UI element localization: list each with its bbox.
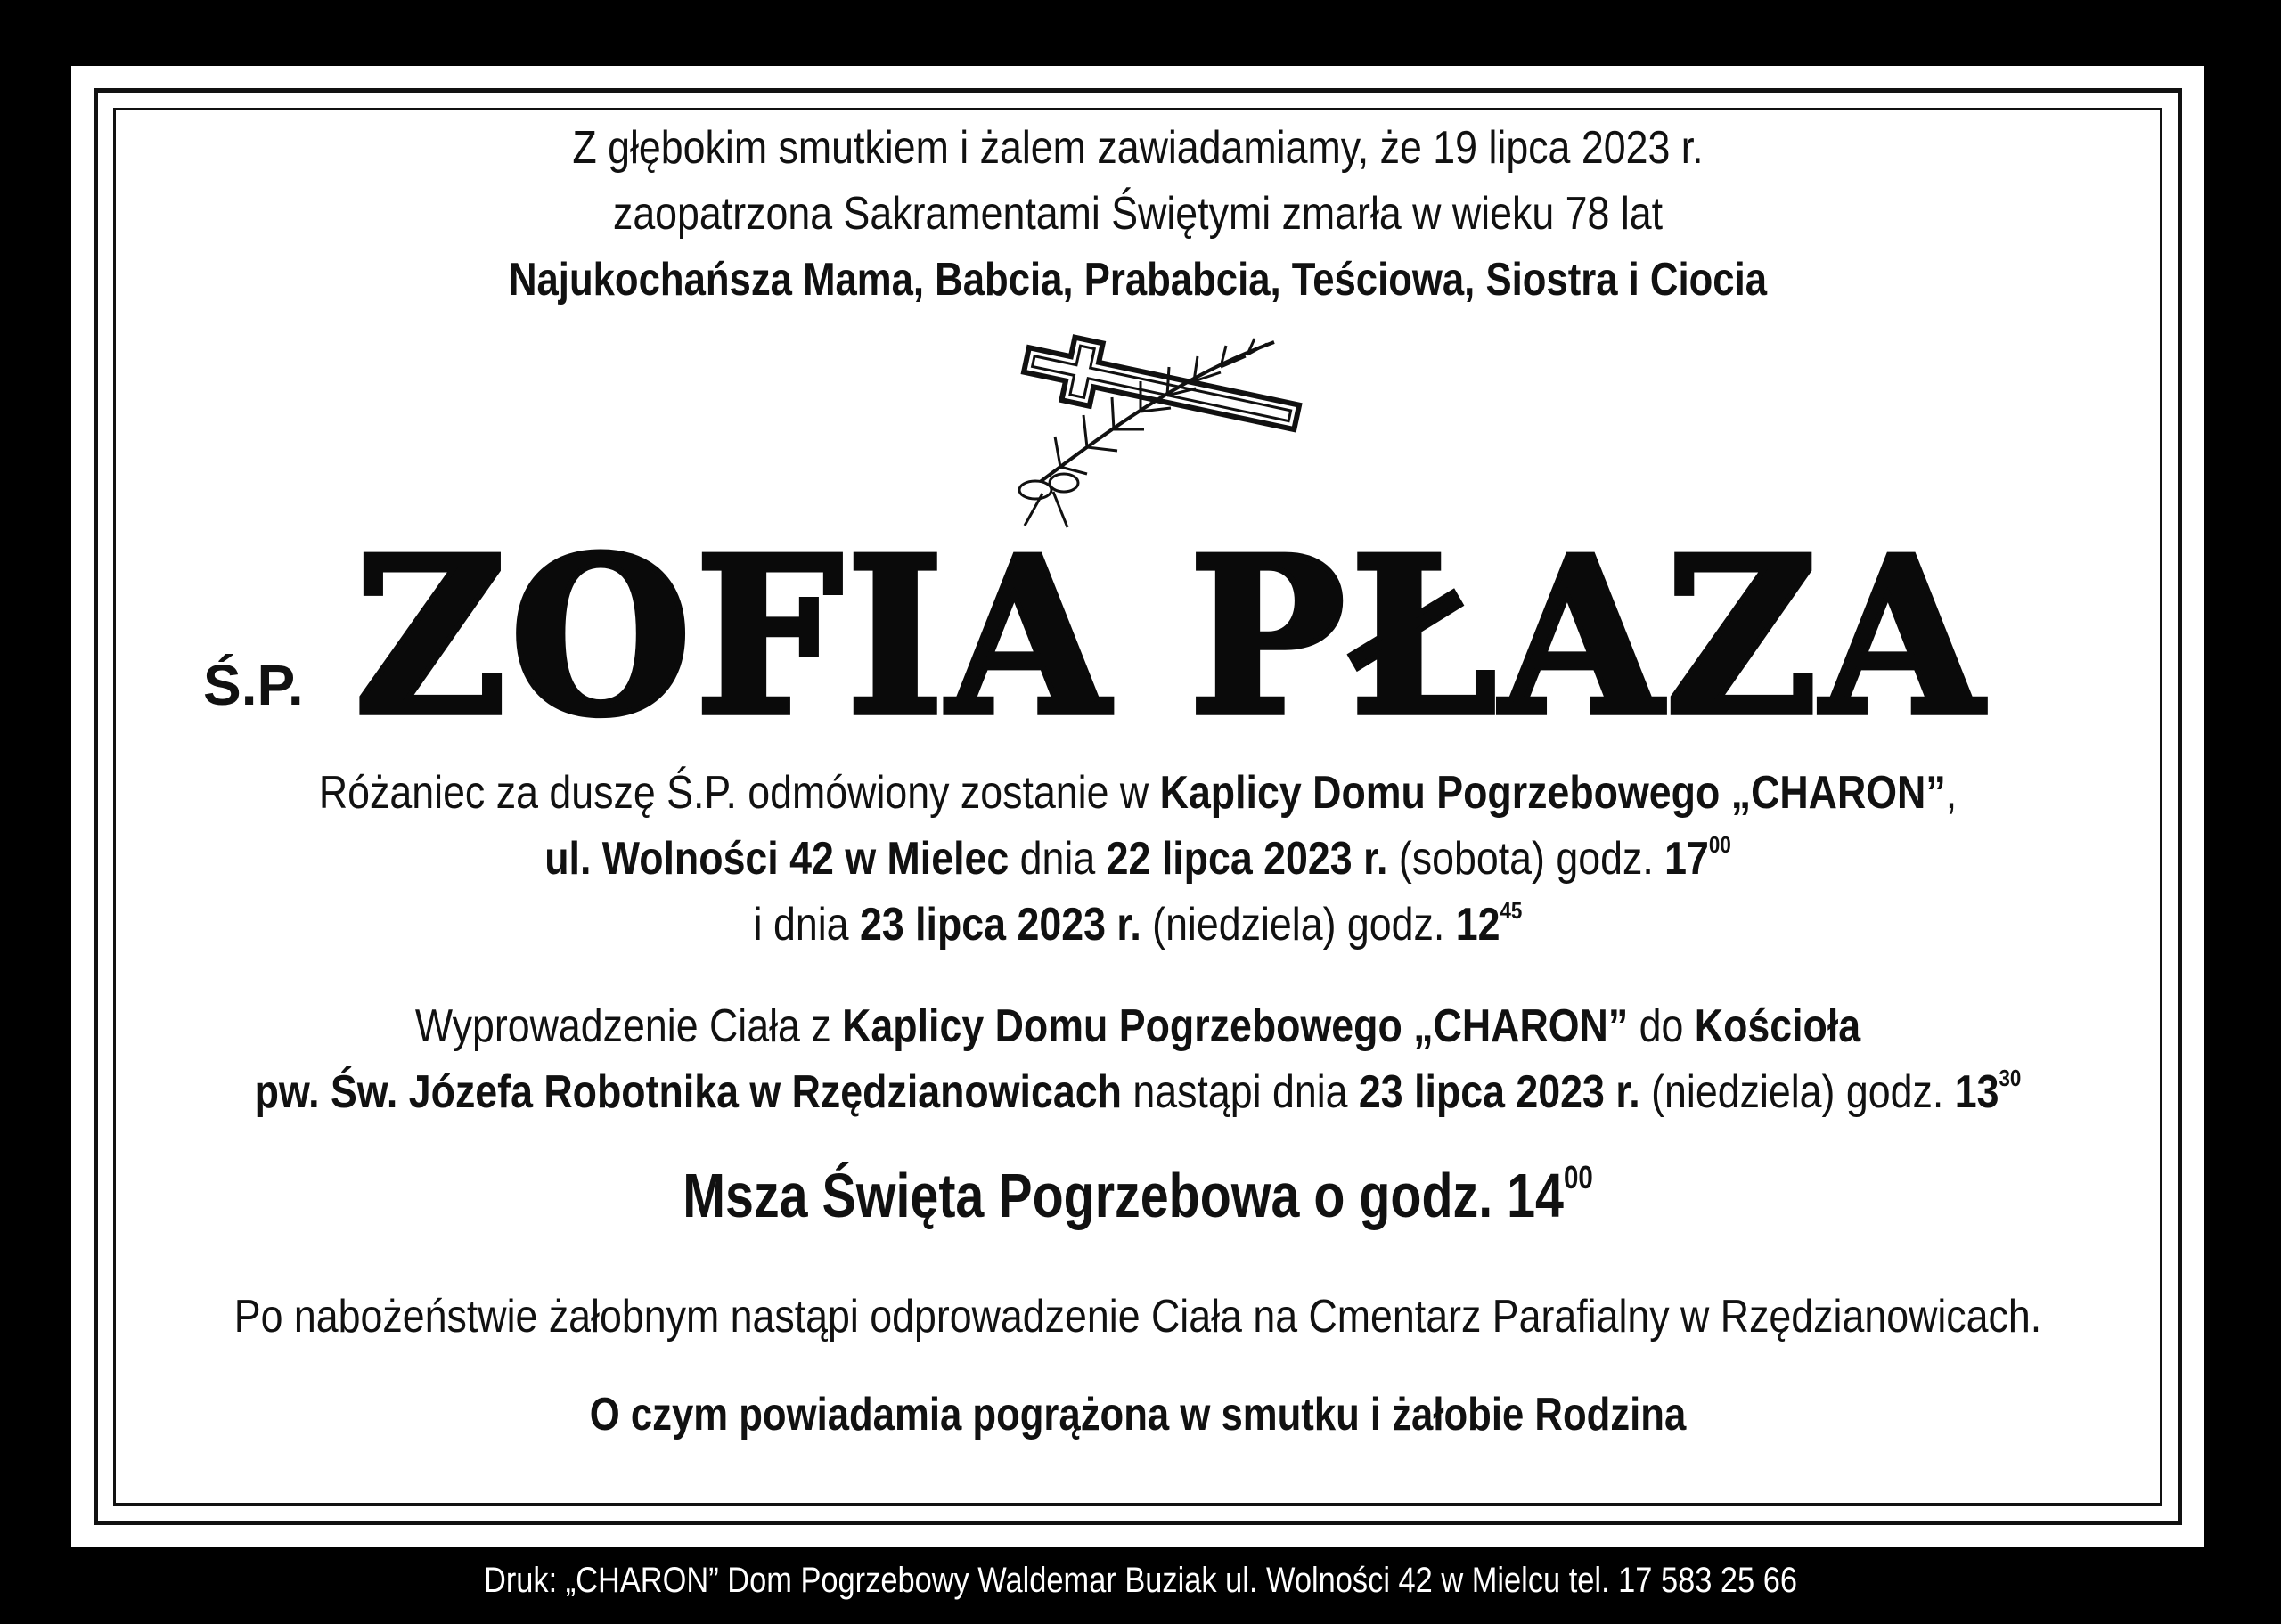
procession-date: 23 lipca 2023 r. <box>1358 1066 1640 1118</box>
printer-footer: Druk: „CHARON” Dom Pogrzebowy Waldemar Buziak ul. Wolności 42 w Mielcu tel. 17 583 25 66 <box>483 1561 1798 1600</box>
rosary-date-1: 22 lipca 2023 r. <box>1106 833 1388 885</box>
rosary-line-2 <box>221 832 2056 885</box>
procession-hour: 13 <box>1954 1066 1999 1118</box>
rosary-line-1 <box>221 766 2056 820</box>
rosary-hour-2: 12 <box>1455 899 1500 951</box>
rosary-text-1: Różaniec za duszę Ś.P. odmówiony zostanie w <box>318 767 1160 819</box>
rosary-minutes-2: 45 <box>1500 897 1523 924</box>
procession-text-3: nastąpi dnia <box>1121 1066 1359 1118</box>
honorific: Ś.P. <box>203 653 304 717</box>
rosary-text-2: dnia <box>1009 833 1107 885</box>
procession-text-1: Wyprowadzenie Ciała z <box>414 1000 843 1052</box>
obituary-card <box>71 66 2204 1547</box>
rosary-line-3 <box>221 898 2056 951</box>
relations-line: Najukochańsza Mama, Babcia, Prababcia, Teściowa, Siostra i Ciocia <box>508 254 1768 306</box>
procession-minutes: 30 <box>1999 1065 2022 1091</box>
procession-line-2 <box>221 1065 2056 1119</box>
burial-line: Po nabożeństwie żałobnym nastąpi odprowadzenie Ciała na Cmentarz Parafialny w Rzędzianowicach. <box>233 1291 2042 1342</box>
rosary-hour-1: 17 <box>1664 833 1709 885</box>
mass-minutes: 00 <box>1563 1159 1593 1196</box>
rosary-address: ul. Wolności 42 w Mielec <box>544 833 1010 885</box>
closing-line: O czym powiadamia pogrążona w smutku i żałobie Rodzina <box>589 1389 1687 1440</box>
mass-line <box>263 1160 2012 1231</box>
intro-line-2: zaopatrzona Sakramentami Świętymi zmarła w wieku 78 lat <box>612 188 1664 240</box>
procession-text-4: (niedziela) godz. <box>1639 1066 1955 1118</box>
rosary-text-3: (sobota) godz. <box>1387 833 1665 885</box>
procession-church: Kościoła <box>1694 1000 1861 1052</box>
rosary-date-2: 23 lipca 2023 r. <box>859 899 1141 951</box>
rosary-text-4: i dnia <box>753 899 860 951</box>
procession-text-2: do <box>1628 1000 1695 1052</box>
rosary-comma: , <box>1945 767 1958 819</box>
rosary-chapel: Kaplicy Domu Pogrzebowego „CHARON” <box>1159 767 1946 819</box>
procession-chapel: Kaplicy Domu Pogrzebowego „CHARON” <box>842 1000 1629 1052</box>
mass-text: Msza Święta Pogrzebowa o godz. 14 <box>683 1161 1564 1230</box>
deceased-name-row <box>71 510 2204 763</box>
intro-line-1: Z głębokim smutkiem i żalem zawiadamiamy, że 19 lipca 2023 r. <box>572 122 1704 174</box>
rosary-minutes-1: 00 <box>1708 831 1731 858</box>
cross-with-palm-branch-icon <box>953 324 1345 529</box>
rosary-text-5: (niedziela) godz. <box>1140 899 1456 951</box>
procession-line-1 <box>221 1000 2056 1053</box>
deceased-name: ZOFIA PŁAZA <box>355 510 1987 763</box>
procession-parish: pw. Św. Józefa Robotnika w Rzędzianowicach <box>254 1066 1122 1118</box>
